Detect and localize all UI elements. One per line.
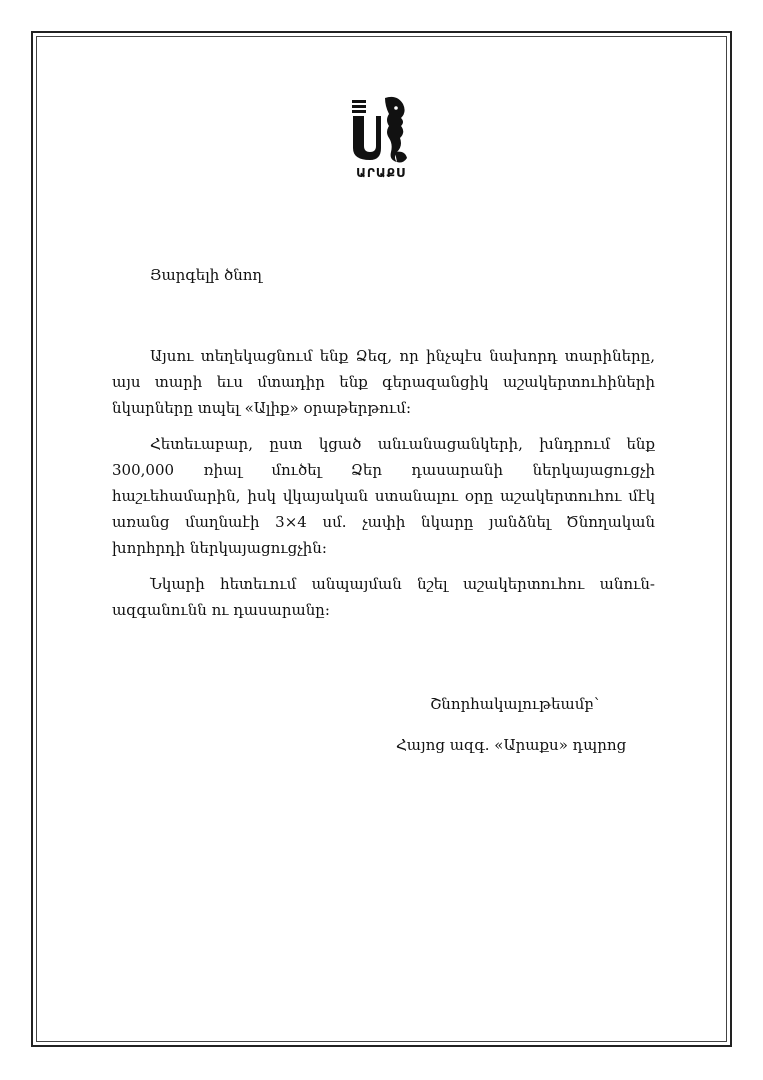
paragraph-notice: Այսու տեղեկացնում ենք Ձեզ, որ ինչպէս նախորդ տարիները, այս տարի եւս մտադիր ենք գերազանցիկ աշակերտուհիների նկարները տպել «Ալիք» օրաթերթում: — [112, 347, 655, 417]
closing-thanks: Շնորհակալութեամբ՝ — [430, 695, 600, 713]
school-logo — [345, 92, 417, 192]
school-emblem-icon — [345, 92, 417, 166]
logo-wordmark: ԱՐԱՔՍ — [356, 166, 406, 180]
paragraph-photo-instructions: Նկարի հետեւում անպայման նշել աշակերտուհու անուն-ազգանունն ու դասարանը: — [112, 575, 655, 619]
paragraph-payment-request: Հետեւաբար, ըստ կցած անւանացանկերի, խնդրում ենք 300,000 ռիալ մուծել Ձեր դասարանի ներկայացուցչի հաշւեհամարին, իսկ վկայական ստանալու օրը աշակերտուհու մէկ առանց մաղնաէի 3×4 սմ. չափի նկարը յանձնել Ծնողական խորհրդի ներկայացուցչին: — [112, 435, 655, 557]
signature-school-name: Հայոց ազգ. «Արաքս» դպրոց — [396, 736, 627, 754]
salutation: Յարգելի ծնող — [150, 266, 263, 284]
letter-body — [112, 343, 655, 623]
